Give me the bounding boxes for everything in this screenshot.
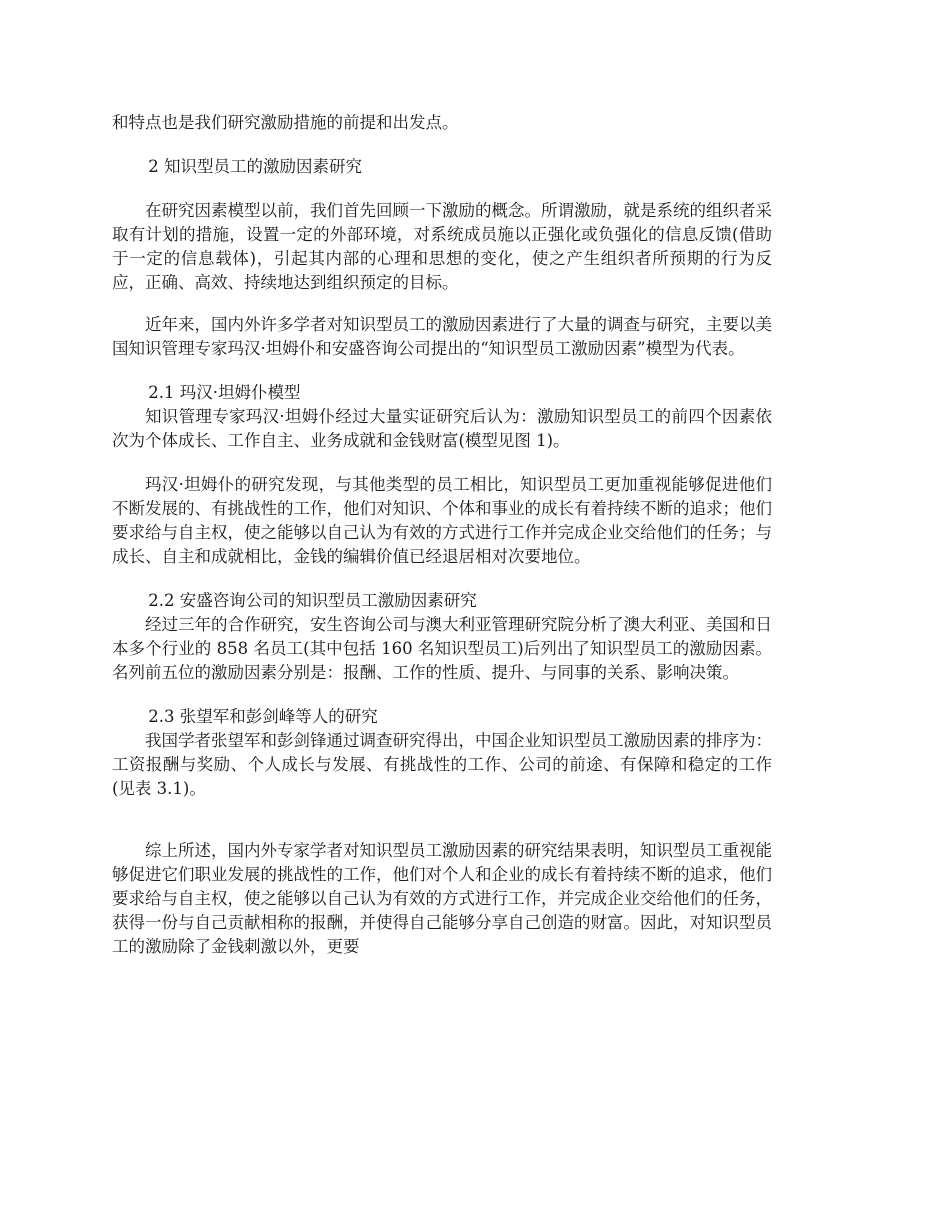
paragraph-summary: 综上所述，国内外专家学者对知识型员工激励因素的研究结果表明，知识型员工重视能够促进它们职业发展的挑战性的工作，他们对个人和企业的成长有着持续不断的追求，他们要求给与自主权，使之能够以自己认为有效的方式进行工作，并完成企业交给他们的任务，获得一份与自己贡献相称的报酬，并使得自己能够分享自己创造的财富。因此，对知识型员工的激励除了金钱刺激以外，更要 [112, 841, 772, 956]
paragraph-motivation-definition: 在研究因素模型以前，我们首先回顾一下激励的概念。所谓激励，就是系统的组织者采取有计划的措施，设置一定的外部环境，对系统成员施以正强化或负强化的信息反馈(借助于一定的信息载体)，引起其内部的心理和思想的变化，使之产生组织者所预期的行为反应，正确、高效、持续地达到组织预定的目标。 [112, 201, 772, 292]
paragraph-tampoe-findings: 玛汉·坦姆仆的研究发现，与其他类型的员工相比，知识型员工更加重视能够促进他们不断发展的、有挑战性的工作，他们对知识、个体和事业的成长有着持续不断的追求；他们要求给与自主权，使之能够以自己认为有效的方式进行工作并完成企业交给他们的任务；与成长、自主和成就相比，金钱的编辑价值已经退居相对次要地位。 [112, 475, 772, 566]
section-heading-2-2: 2.2 安盛咨询公司的知识型员工激励因素研究 [148, 591, 477, 610]
section-heading-2-1: 2.1 玛汉·坦姆仆模型 [148, 383, 301, 402]
paragraph-domestic-research: 我国学者张望军和彭剑锋通过调查研究得出，中国企业知识型员工激励因素的排序为：工资报酬与奖励、个人成长与发展、有挑战性的工作、公司的前途、有保障和稳定的工作(见表 3.1)。 [112, 731, 772, 798]
paragraph-consulting-research: 经过三年的合作研究，安生咨询公司与澳大利亚管理研究院分析了澳大利亚、美国和日本多个行业的 858 名员工(其中包括 160 名知识型员工)后列出了知识型员工的激励因素。名列前五位的激励因素分别是：报酬、工作的性质、提升、与同事的关系、影响决策。 [112, 615, 772, 682]
paragraph-continued: 和特点也是我们研究激励措施的前提和出发点。 [112, 113, 459, 132]
paragraph-research-overview: 近年来，国内外许多学者对知识型员工的激励因素进行了大量的调查与研究，主要以美国知识管理专家玛汉·坦姆仆和安盛咨询公司提出的“知识型员工激励因素”模型为代表。 [112, 315, 772, 358]
section-heading-2: 2 知识型员工的激励因素研究 [148, 157, 363, 176]
section-heading-2-3: 2.3 张望军和彭剑峰等人的研究 [148, 707, 378, 726]
document-page [112, 111, 772, 959]
paragraph-tampoe-model: 知识管理专家玛汉·坦姆仆经过大量实证研究后认为：激励知识型员工的前四个因素依次为个体成长、工作自主、业务成就和金钱财富(模型见图 1)。 [112, 407, 772, 450]
